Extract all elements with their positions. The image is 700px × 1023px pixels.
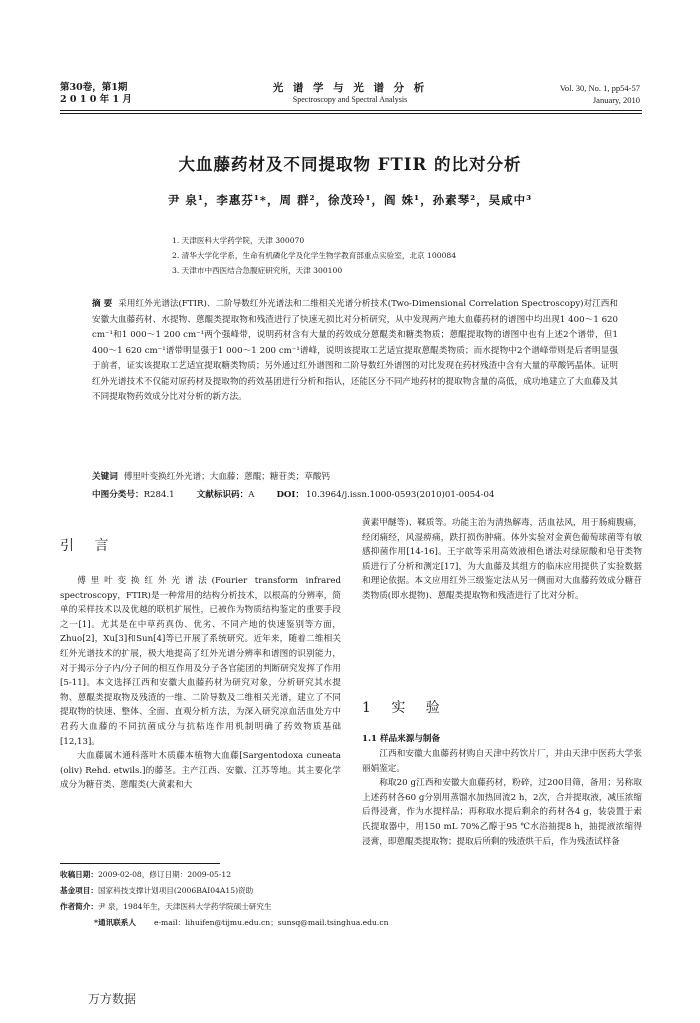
journal-name-en: Spectroscopy and Spectral Analysis <box>292 95 408 104</box>
keywords-text: 傅里叶变换红外光谱；大血藤；蒽醌；糖苷类；草酸钙 <box>123 472 331 482</box>
corresponding-emails: e-mail：lihuifen@tijmu.edu.cn；sunsq@mail.tsinghua.edu.cn <box>153 918 389 927</box>
section-heading-intro: 引 言 <box>60 538 117 554</box>
journal-name-cn: 光 谱 学 与 光 谱 分 析 <box>272 82 428 94</box>
clc-value: R284.1 <box>143 490 175 500</box>
footnote-correspondence <box>94 918 388 928</box>
received-dates: 2009-02-08，修订日期：2009-05-12 <box>97 870 232 879</box>
footnote-received <box>60 870 231 880</box>
intro-paragraph-1: 傅里叶变换红外光谱法(Fourier transform infrared spectroscopy，FTIR)是一种常用的结构分析技术，以根高的分辨率，简单的采样技术以及优越的联机扩展性，已被作为物质结构鉴定的重要手段之一[1]。尤其是在中草药真伪、优劣、不同产地的快速鉴别等方面，Zhuo[2]，Xu[3]和Sun[4]等已开展了系统研究。近年来，随着二维相关红外光谱技术的扩展，极大地提高了红外光谱分辨率和谱图的识别能力，对于揭示分子内/分子间的相互作用及分子各官能团的判断研究发挥了作用[5-11]。本文选择江西和安徽大血藤药材为研究对象，分析研究其水提物、蒽醌类提取物及残渣的一维、二阶导数及二维相关光谱，建立了不同提取物的快速、整体、全面、直观分析方法，为深入研究凉血活血处方中君药大血藤的不同抗菌成分与抗粘连作用机制明确了药效物质基础[12,13]。 <box>60 576 341 747</box>
affiliation-2: 2. 清华大学化学系，生命有机磷化学及化学生物学教育部重点实验室，北京 100084 <box>172 251 457 260</box>
running-header <box>60 82 640 108</box>
header-rule-thick <box>60 110 642 111</box>
footnote-author-bio <box>60 902 272 912</box>
classification-line <box>92 488 494 500</box>
affiliation-1: 1. 天津医科大学药学院，天津 300070 <box>172 236 305 245</box>
corresponding-label: *通讯联系人 <box>94 918 136 927</box>
bio-label: 作者简介： <box>60 902 98 911</box>
intro-body <box>60 574 341 793</box>
footnote-rule <box>60 863 220 864</box>
fund-text: 国家科技支撑计划项目(2006BAI04A15)资助 <box>97 886 254 895</box>
experiment-body <box>362 747 642 849</box>
affiliation-3: 3. 天津市中西医结合急腹症研究所，天津 300100 <box>172 266 343 275</box>
intro-paragraph-2: 大血藤属木通科落叶木质藤本植物大血藤[Sargentodoxa cuneata (oliv) Rehd. etwils.]的藤茎。主产江西、安徽、江苏等地。其主要化学成分为糖苷类、蒽醌类(大黄素和大 <box>60 751 341 791</box>
header-rule-thin <box>60 113 642 114</box>
paper-title: 大血藤药材及不同提取物 FTIR 的比对分析 <box>178 155 522 174</box>
keywords-label: 关键词 <box>92 472 118 482</box>
fund-label: 基金项目： <box>60 886 98 895</box>
author-list: 尹 泉¹，李惠芬¹*，周 群²，徐茂玲¹，阎 姝¹，孙素琴²，吴咸中³ <box>167 193 533 207</box>
watermark-text: 万方数据 <box>88 992 137 1006</box>
experiment-paragraph-2: 称取20 g江西和安徽大血藤药材，粉碎，过200目筛，备用；另称取上述药材各60 g分别用蒸馏水加热回流2 h，2次，合并提取液，减压浓缩后得浸膏，作为水提样品；再称取水提后剩余的药材各4 g，装袋置于索氏提取器中，用150 mL 70%乙醇于95 ℃水浴抽提8 h，抽提液浓缩得浸膏，即蒽醌类提取物；提取后所剩的残渣烘干后，作为残渣试样备 <box>362 778 642 847</box>
subsection-heading-samples: 1.1 样品来源与制备 <box>362 734 441 744</box>
received-label: 收稿日期： <box>60 870 98 879</box>
section-heading-experiment: 1 实 验 <box>362 700 448 716</box>
doi-value: 10.3964/j.issn.1000-0593(2010)01-0054-04 <box>306 490 495 500</box>
continued-paragraph: 黄素甲醚等)、鞣质等。功能主治为清热解毒，活血祛风，用于肠痈腹痛，经闭痛经，风湿痹痛，跌打损伤肿痛。体外实验对金黄色葡萄球菌等有敏感抑菌作用[14-16]。王宇歆等采用高效液相色谱法对绿原酸和皂苷类物质进行了分析和测定[17]，为大血藤及其组方的临床应用提供了实验数据和理论依据。本文应用红外三级鉴定法从另一侧面对大血藤药效成分糖苷类物质(即水提物)、蒽醌类提取物和残渣进行了比对分析。 <box>362 518 642 601</box>
date-cn: 2 0 1 0 年 1 月 <box>60 94 132 105</box>
experiment-paragraph-1: 江西和安徽大血藤药材购自天津中药饮片厂，并由天津中医药大学张丽娟鉴定。 <box>362 749 642 774</box>
doc-code-value: A <box>248 490 255 500</box>
right-column-continuation <box>362 516 642 604</box>
volume-issue-cn: 第30卷，第1期 <box>60 82 128 93</box>
abstract-text: 采用红外光谱法(FTIR)、二阶导数红外光谱法和二维相关光谱分析技术(Two-Dimensional Correlation Spectroscopy)对江西和安徽大血藤药材、水提物、蒽醌类提取物和残渣进行了快速无损比对分析研究，从中发现两产地大血藤药材的谱图中均出现1 400～1 620 cm⁻¹和1 000～1 200 cm⁻¹两个强峰带，说明药材含有大量的药效成分蒽醌类和糖类物质；蒽醌提取物的谱图中也有上述2个谱带，但1 400～1 620 cm⁻¹谱带明显强于1 000～1 200 cm⁻¹谱峰，说明该提取工艺适宜提取蒽醌类物质；而水提物中2个谱峰带则是后者明显强于前者，证实该提取工艺适宜提取糖类物质；另外通过红外谱图和二阶导数红外谱图的对比发现在药材残渣中含有大量的草酸钙晶体。证明红外光谱技术不仅能对原药材及提取物的药效基团进行分析和指认，还能区分不同产地药材的提取物含量的高低，成功地建立了大血藤及其不同提取物药效成分比对分析的新方法。 <box>92 299 618 402</box>
doc-code-label: 文献标识码： <box>196 490 249 500</box>
abstract <box>92 297 618 406</box>
footnote-fund <box>60 886 253 896</box>
bio-text: 尹 泉，1984年生，天津医科大学药学院硕士研究生 <box>97 902 272 911</box>
date-en: January, 2010 <box>592 95 640 105</box>
header-right <box>560 82 640 106</box>
abstract-label: 摘 要 <box>92 299 113 309</box>
keywords <box>92 470 330 482</box>
doi-label: DOI： <box>276 490 305 500</box>
volume-issue-en: Vol. 30, No. 1, pp54-57 <box>559 83 640 93</box>
clc-label: 中图分类号： <box>92 490 144 500</box>
